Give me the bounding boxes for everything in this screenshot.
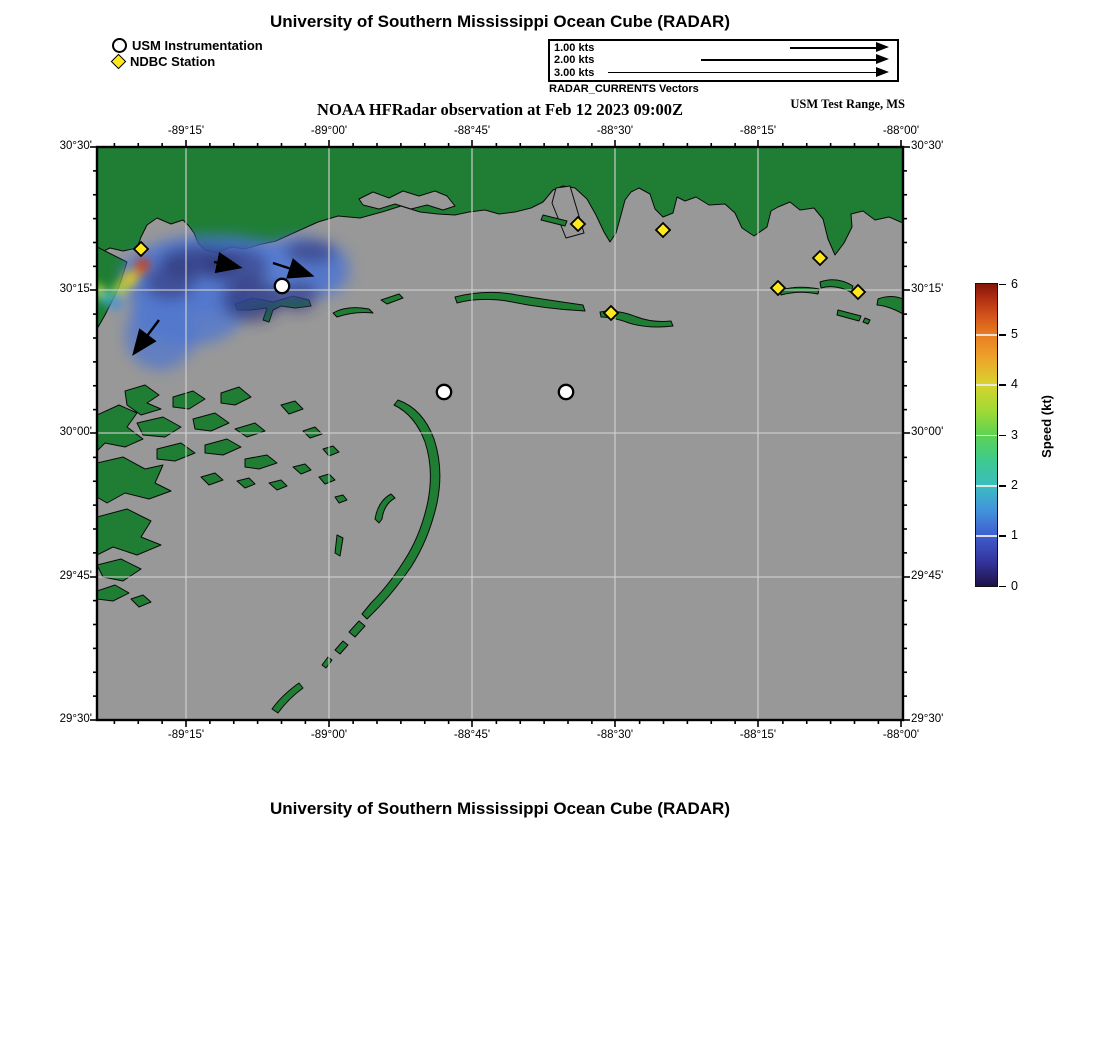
colorbar-tick-label: 4 (1011, 377, 1018, 392)
lat-tick-label-right: 30°30' (911, 140, 944, 152)
lon-tick-label-bottom: -89°00' (310, 729, 348, 741)
colorbar-tick (999, 485, 1006, 487)
colorbar-tick (999, 586, 1006, 588)
lon-tick-label-top: -89°00' (310, 125, 348, 137)
legend-label-usm: USM Instrumentation (132, 37, 263, 53)
usm-circle-icon (112, 38, 127, 53)
usm-station-marker (559, 385, 573, 399)
back-bay-inlet (359, 191, 455, 210)
test-range-label: USM Test Range, MS (790, 97, 905, 111)
vector-scale-label: 3.00 kts (554, 66, 595, 79)
colorbar-tick-label: 3 (1011, 427, 1018, 442)
observation-title: NOAA HFRadar observation at Feb 12 2023 09:00Z (317, 100, 683, 119)
colorbar-white-line (976, 485, 997, 487)
vector-scale-row (550, 67, 897, 79)
colorbar-axis-label: Speed (kt) (1039, 395, 1054, 458)
legend-item-ndbc (112, 53, 263, 69)
lon-tick-label-bottom: -88°45' (453, 729, 491, 741)
colorbar-white-line (976, 535, 997, 537)
page-title: University of Southern Mississippi Ocean Cube (RADAR) (269, 12, 730, 31)
lon-tick-label-top: -88°30' (596, 125, 634, 137)
usm-station-marker (275, 279, 289, 293)
lon-tick-label-bottom: -89°15' (167, 729, 205, 741)
colorbar-white-line (976, 334, 997, 336)
ndbc-diamond-icon (111, 53, 127, 69)
lat-tick-label-left: 30°30' (59, 140, 92, 152)
lat-tick-label-right: 29°45' (911, 570, 944, 582)
lat-tick-label-right: 30°15' (911, 283, 944, 295)
lat-tick-label-left: 30°15' (59, 283, 92, 295)
lon-tick-label-top: -89°15' (167, 125, 205, 137)
marker-legend (112, 37, 263, 69)
vector-arrowhead-icon (876, 42, 889, 52)
vector-scale-caption: RADAR_CURRENTS Vectors (549, 83, 699, 95)
map-canvas (87, 137, 913, 730)
colorbar-tick-label: 6 (1011, 276, 1018, 291)
vector-arrowhead-icon (876, 67, 889, 77)
usm-station-marker (437, 385, 451, 399)
lat-tick-label-left: 30°00' (59, 426, 92, 438)
lat-tick-label-right: 29°30' (911, 713, 944, 725)
lat-tick-label-left: 29°45' (59, 570, 92, 582)
vector-scale-row (550, 54, 897, 66)
vector-scale-row (550, 42, 897, 54)
vector-scale-line (790, 47, 877, 49)
lon-tick-label-bottom: -88°15' (739, 729, 777, 741)
vector-scale-line (608, 72, 877, 74)
lon-tick-label-bottom: -88°30' (596, 729, 634, 741)
colorbar-white-line (976, 384, 997, 386)
colorbar-tick (999, 535, 1006, 537)
lat-tick-label-right: 30°00' (911, 426, 944, 438)
colorbar-white-line (976, 435, 997, 437)
lon-tick-label-top: -88°45' (453, 125, 491, 137)
map-area (87, 137, 913, 730)
colorbar-tick (999, 435, 1006, 437)
speed-colorbar (975, 276, 1095, 593)
colorbar-tick (999, 284, 1006, 286)
colorbar-tick-label: 5 (1011, 326, 1018, 341)
lon-tick-label-bottom: -88°00' (882, 729, 920, 741)
colorbar-tick (999, 334, 1006, 336)
legend-label-ndbc: NDBC Station (130, 53, 216, 69)
colorbar-tick-label: 0 (1011, 578, 1018, 593)
bottom-title: University of Southern Mississippi Ocean Cube (RADAR) (269, 799, 730, 818)
vector-arrowhead-icon (876, 54, 889, 64)
lat-tick-label-left: 29°30' (59, 713, 92, 725)
colorbar-tick-label: 2 (1011, 477, 1018, 492)
vector-scale-box (548, 39, 899, 82)
vector-scale-label: 2.00 kts (554, 54, 595, 67)
colorbar-tick-label: 1 (1011, 528, 1018, 543)
legend-item-usm (112, 37, 263, 53)
lon-tick-label-top: -88°00' (882, 125, 920, 137)
vector-scale-line (701, 59, 877, 61)
lon-tick-label-top: -88°15' (739, 125, 777, 137)
colorbar-tick (999, 384, 1006, 386)
vector-scale-label: 1.00 kts (554, 42, 595, 54)
